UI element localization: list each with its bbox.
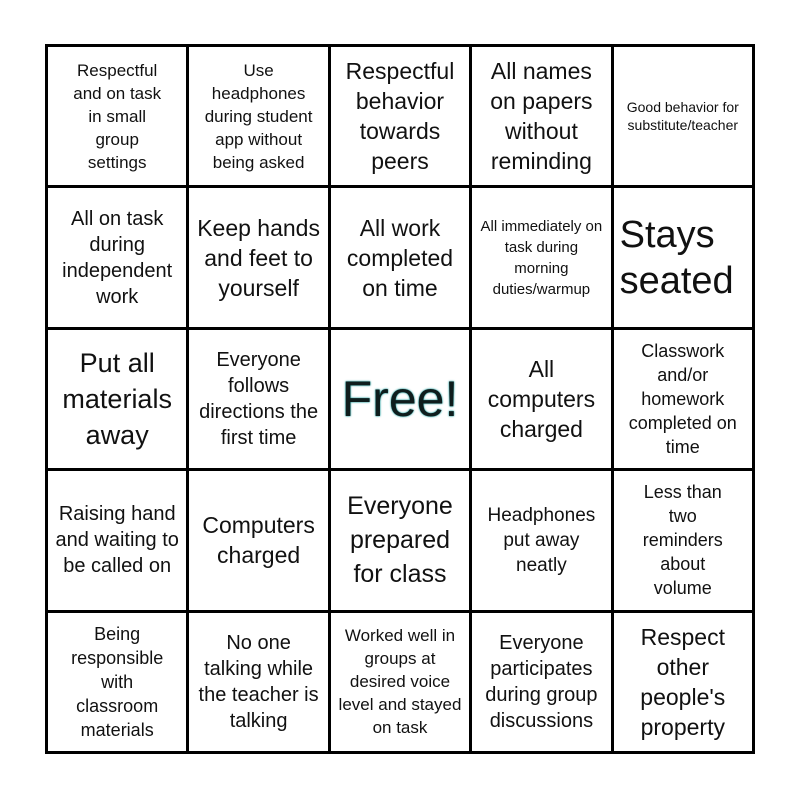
bingo-cell-5-3[interactable] <box>331 613 469 751</box>
bingo-cell-2-1[interactable] <box>48 188 186 326</box>
cell-text: Raising hand and waiting to be called on <box>55 503 179 578</box>
cell-text: Good behavior for substitute/teacher <box>626 99 739 134</box>
bingo-cell-1-5[interactable] <box>614 47 752 185</box>
bingo-board <box>45 44 755 754</box>
bingo-cell-2-5[interactable] <box>614 188 752 326</box>
cell-text: Less than two reminders about volume <box>642 482 723 599</box>
bingo-cell-3-5[interactable] <box>614 330 752 468</box>
cell-text: Classwork and/or homework completed on time <box>628 340 737 457</box>
cell-text: Put all materials away <box>62 347 172 450</box>
free-space-label: Free! <box>341 370 459 427</box>
bingo-cell-4-5[interactable] <box>614 471 752 609</box>
bingo-cell-2-4[interactable] <box>472 188 610 326</box>
cell-text: All computers charged <box>487 355 596 442</box>
bingo-cell-4-2[interactable] <box>189 471 327 609</box>
bingo-cell-1-1[interactable] <box>48 47 186 185</box>
cell-text: All immediately on task during morning duties/warmup <box>480 217 603 298</box>
bingo-cell-4-1[interactable] <box>48 471 186 609</box>
bingo-cell-1-3[interactable] <box>331 47 469 185</box>
bingo-cell-3-2[interactable] <box>189 330 327 468</box>
cell-text: Stays seated <box>619 213 734 302</box>
cell-text: Headphones put away neatly <box>487 504 596 576</box>
bingo-cell-3-4[interactable] <box>472 330 610 468</box>
bingo-cell-2-2[interactable] <box>189 188 327 326</box>
cell-text: All work completed on time <box>346 214 454 301</box>
cell-text: Respect other people's property <box>640 623 726 740</box>
bingo-cell-2-3[interactable] <box>331 188 469 326</box>
cell-text: No one talking while the teacher is talking <box>198 631 319 732</box>
bingo-cell-5-2[interactable] <box>189 613 327 751</box>
bingo-cell-4-3[interactable] <box>331 471 469 609</box>
free-space[interactable] <box>331 330 469 468</box>
cell-text: Use headphones during student app without being asked <box>204 60 313 172</box>
cell-text: All names on papers without reminding <box>490 58 593 175</box>
bingo-cell-5-4[interactable] <box>472 613 610 751</box>
cell-text: Everyone follows directions the first time <box>199 348 319 449</box>
cell-text: Respectful behavior towards peers <box>345 58 455 175</box>
cell-text: Respectful and on task in small group settings <box>73 60 162 172</box>
bingo-cell-1-2[interactable] <box>189 47 327 185</box>
cell-text: Worked well in groups at desired voice level and stayed on task <box>338 626 462 738</box>
cell-text: Computers charged <box>202 512 315 569</box>
bingo-cell-4-4[interactable] <box>472 471 610 609</box>
cell-text: Keep hands and feet to yourself <box>197 214 320 301</box>
bingo-cell-3-1[interactable] <box>48 330 186 468</box>
cell-text: Everyone prepared for class <box>347 492 453 589</box>
bingo-cell-5-5[interactable] <box>614 613 752 751</box>
cell-text: All on task during independent work <box>62 207 173 308</box>
cell-text: Everyone participates during group discussions <box>485 631 598 732</box>
bingo-cell-5-1[interactable] <box>48 613 186 751</box>
bingo-cell-1-4[interactable] <box>472 47 610 185</box>
cell-text: Being responsible with classroom materials <box>71 623 164 740</box>
